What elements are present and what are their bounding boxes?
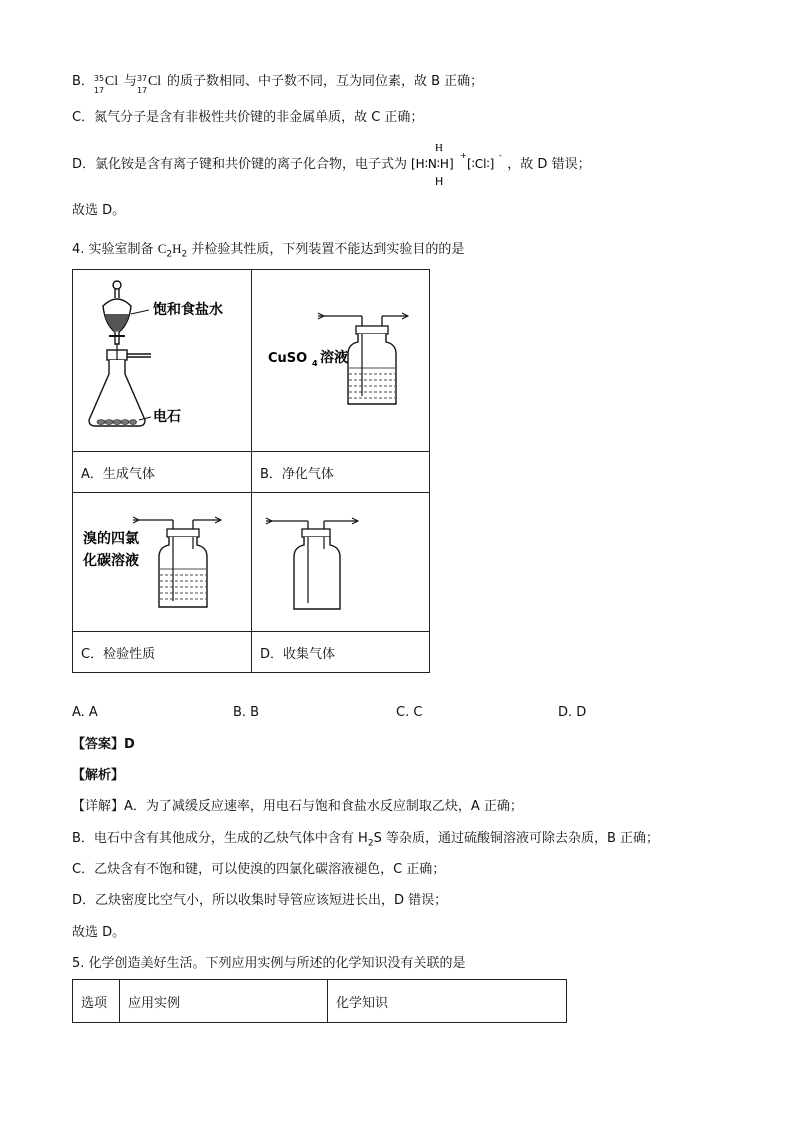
caption-d: D．收集气体 <box>252 632 430 673</box>
q5-table <box>72 979 567 1023</box>
label-solution: 溶液 <box>320 350 348 366</box>
detail-b: B．电石中含有其他成分，生成的乙炔气体中含有 $H_2S$ 等杂质，通过硫酸铜溶液可除去杂质，B 正确； <box>72 831 659 849</box>
option-d-line: D．氯化铵是含有离子键和共价键的离子化合物，电子式为 H H [H∶N∶H] + [∶Cl∶] - ，故 D 错误； <box>72 142 591 187</box>
option-b-prefix: B． <box>72 74 94 89</box>
h-bottom: H <box>435 175 444 187</box>
option-b-line: B． 35 17 Cl 与 37 17 Cl 的质子数相同、中子数不同，互为同位素，故 B 正确； <box>72 74 484 95</box>
minus-charge: - <box>499 151 503 160</box>
label-calcium-carbide: 电石 <box>153 409 181 425</box>
choice-c: C. C <box>396 705 423 720</box>
detail-c: C．乙炔含有不饱和键，可以使溴的四氯化碳溶液褪色，C 正确； <box>72 862 446 877</box>
label-bromine-ccl4-2: 化碳溶液 <box>83 553 139 569</box>
isotope-cl37: 37 17 Cl <box>136 74 162 95</box>
electron-formula <box>411 142 503 187</box>
analysis-heading: 【解析】 <box>72 768 125 783</box>
label-cuso4: CuSO <box>268 351 308 366</box>
isotope-cl35: 35 17 Cl <box>93 74 119 95</box>
gas-generation-diagram <box>73 270 251 447</box>
apparatus-b <box>252 270 430 452</box>
label-cuso4-sub: 4 <box>312 359 318 368</box>
q5-header-example: 应用实例 <box>120 980 328 1023</box>
detail-a: 【详解】A．为了减缓反应速率，用电石与饱和食盐水反应制取乙炔，A 正确； <box>72 799 523 814</box>
electron-formula-svg <box>411 141 503 187</box>
detail-d: D．乙炔密度比空气小，所以收集时导管应该短进长出，D 错误； <box>72 893 448 908</box>
choice-d: D. D <box>558 705 587 720</box>
gas-washing-bottle-diagram <box>252 270 429 447</box>
answer-line: 【答案】D <box>72 737 135 752</box>
q5-header-knowledge: 化学知识 <box>328 980 567 1023</box>
bromine-test-diagram <box>73 493 251 627</box>
apparatus-table <box>72 269 430 673</box>
selection-line-2: 故选 D。 <box>72 925 126 940</box>
caption-a: A．生成气体 <box>73 452 252 493</box>
caption-c: C．检验性质 <box>73 632 252 673</box>
h-top: H <box>435 142 444 154</box>
gas-collection-diagram <box>252 493 429 627</box>
option-c-line: C．氮气分子是含有非极性共价键的非金属单质，故 C 正确； <box>72 110 424 125</box>
question-5: 5. 化学创造美好生活。下列应用实例与所述的化学知识没有关联的是 <box>72 956 466 971</box>
apparatus-a <box>73 270 252 452</box>
label-bromine-ccl4-1: 溴的四氯 <box>83 531 139 547</box>
chloride-ion: [∶Cl∶] <box>467 157 495 171</box>
choice-a: A. A <box>72 705 98 720</box>
label-saturated-brine: 饱和食盐水 <box>153 302 223 318</box>
apparatus-d <box>252 493 430 632</box>
selection-line-1: 故选 D。 <box>72 203 126 218</box>
apparatus-c <box>73 493 252 632</box>
question-4: 4. 实验室制备 $C_2H_2$ 并检验其性质，下列装置不能达到实验目的的是 <box>72 241 465 260</box>
ammonium-ion: [H∶N∶H] <box>411 157 454 171</box>
q5-header-option: 选项 <box>73 980 120 1023</box>
caption-b: B．净化气体 <box>252 452 430 493</box>
choice-b: B. B <box>233 705 260 720</box>
plus-charge: + <box>460 151 467 160</box>
